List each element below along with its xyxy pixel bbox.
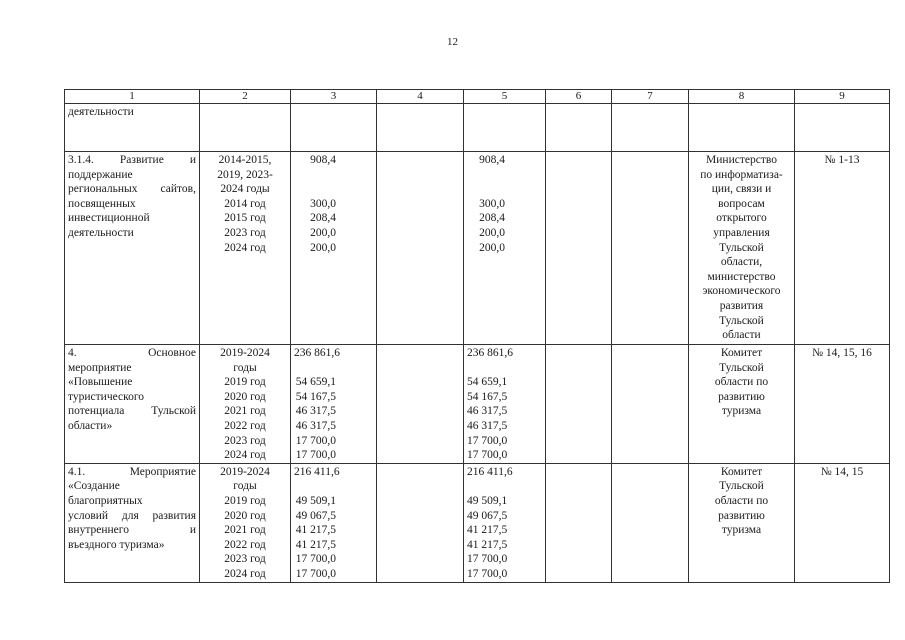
cell-line: 208,4 — [479, 212, 505, 225]
column-number: 9 — [795, 90, 890, 104]
cell-line: Тульской — [719, 480, 764, 493]
column-number: 8 — [689, 90, 795, 104]
column-number: 7 — [612, 90, 689, 104]
table-row — [65, 345, 890, 464]
cell-line: внутреннего и — [68, 524, 196, 537]
cell-line: посвященных — [68, 197, 136, 210]
cell-line: 54 167,5 — [295, 390, 336, 403]
cell-line: Министерство — [706, 154, 777, 166]
cell-line: 200,0 — [310, 241, 336, 254]
federal-budget-cell — [377, 104, 464, 152]
cell-line: Тульской — [719, 361, 764, 374]
responsible-executor-cell — [689, 152, 795, 345]
regional-budget-cell — [464, 345, 546, 464]
cell-line: 2019-2024 — [220, 465, 270, 478]
cell-line: вопросам — [718, 197, 765, 210]
cell-line: 2019-2024 — [220, 347, 270, 359]
cell-line: 2024 год — [224, 567, 266, 580]
cell-line: 41 217,5 — [467, 538, 508, 551]
period-cell — [200, 345, 291, 464]
cell-line: 46 317,5 — [467, 405, 508, 418]
cell-line: управления — [713, 226, 770, 239]
cell-line: годы — [233, 480, 257, 493]
cell-line: 2014-2015, — [218, 154, 272, 166]
cell-line: 49 067,5 — [467, 509, 508, 522]
cell-line: туризма — [721, 405, 762, 418]
cell-line: 908,4 — [479, 154, 505, 166]
cell-line: 2023 год — [224, 434, 266, 447]
cell-line: региональных сайтов, — [68, 183, 196, 196]
cell-line: 41 217,5 — [467, 524, 508, 537]
cell-line: 49 509,1 — [467, 494, 508, 507]
cell-line: 46 317,5 — [295, 405, 336, 418]
cell-line: туризма — [721, 524, 762, 537]
measure-name-cell — [65, 152, 200, 345]
column-number: 4 — [377, 90, 464, 104]
cell-line: 54 167,5 — [467, 390, 508, 403]
other-sources-cell — [612, 152, 689, 345]
cell-line: 46 317,5 — [467, 419, 508, 432]
cell-line: 41 217,5 — [295, 524, 336, 537]
cell-line: 2019 год — [224, 376, 266, 389]
cell-line: 2015 год — [224, 212, 266, 225]
cell-line: 17 700,0 — [467, 434, 508, 447]
cell-line: поддержание — [68, 168, 133, 181]
regional-budget-cell — [464, 463, 546, 582]
cell-line: развитию — [718, 509, 765, 522]
cell-line: 2019 год — [224, 494, 266, 507]
cell-line: инвестиционной — [68, 212, 150, 225]
cell-line: 208,4 — [310, 212, 336, 225]
measure-name-cell — [65, 345, 200, 464]
total-amount-cell — [291, 104, 377, 152]
cell-line: туристического — [68, 390, 145, 403]
regional-budget-cell — [464, 104, 546, 152]
cell-line: № 14, 15 — [820, 465, 864, 478]
column-number: 6 — [546, 90, 612, 104]
other-sources-cell — [612, 345, 689, 464]
total-amount-cell — [291, 152, 377, 345]
responsible-executor-cell — [689, 345, 795, 464]
local-budget-cell — [546, 345, 612, 464]
cell-line: 2014 год — [224, 197, 266, 210]
cell-line: 200,0 — [479, 241, 505, 254]
measure-name-cell — [65, 104, 200, 152]
local-budget-cell — [546, 104, 612, 152]
cell-line: 200,0 — [310, 226, 336, 239]
table-row — [65, 463, 890, 582]
column-number: 1 — [65, 90, 200, 104]
federal-budget-cell — [377, 152, 464, 345]
cell-line: 2021 год — [224, 405, 266, 418]
cell-line: экономического — [702, 285, 781, 298]
cell-line: 17 700,0 — [467, 449, 508, 462]
cell-line: 2019, 2023- — [217, 168, 273, 181]
cell-line: Комитет — [720, 465, 763, 478]
cell-line: 2024 год — [224, 241, 266, 254]
total-amount-cell — [291, 463, 377, 582]
table-row — [65, 152, 890, 345]
column-number: 5 — [464, 90, 546, 104]
cell-line: 49 509,1 — [295, 494, 336, 507]
cell-line: области, — [720, 256, 763, 269]
cell-line: потенциала Тульской — [68, 405, 196, 418]
cell-line: деятельности — [68, 226, 134, 239]
cell-line: № 14, 15, 16 — [812, 347, 872, 359]
cell-line: благоприятных — [68, 494, 143, 507]
indicator-ref-cell — [795, 152, 890, 345]
cell-line: 2020 год — [224, 509, 266, 522]
cell-line: условий для развития — [68, 509, 196, 522]
cell-line: 216 411,6 — [294, 465, 340, 478]
regional-budget-cell — [464, 152, 546, 345]
cell-line: области по — [714, 376, 769, 389]
measure-name-cell — [65, 463, 200, 582]
cell-line: 3.1.4. Развитие и — [68, 154, 196, 166]
cell-line: 54 659,1 — [295, 376, 336, 389]
cell-line: 2024 годы — [220, 183, 270, 196]
indicator-ref-cell — [795, 104, 890, 152]
cell-line: годы — [233, 361, 257, 374]
local-budget-cell — [546, 152, 612, 345]
indicator-ref-cell — [795, 463, 890, 582]
column-number: 3 — [291, 90, 377, 104]
cell-line: мероприятие — [68, 361, 132, 374]
cell-line: министерство — [707, 270, 776, 283]
cell-line: ции, связи и — [711, 183, 772, 196]
cell-line: 2020 год — [224, 390, 266, 403]
cell-line: 4.1. Мероприятие — [68, 465, 196, 478]
cell-line: 2022 год — [224, 419, 266, 432]
cell-line: «Повышение — [68, 376, 133, 389]
cell-line: 41 217,5 — [295, 538, 336, 551]
cell-line: 908,4 — [310, 154, 336, 166]
cell-line: Тульской — [719, 314, 764, 327]
cell-line: 4. Основное — [68, 347, 196, 359]
responsible-executor-cell — [689, 104, 795, 152]
period-cell — [200, 104, 291, 152]
total-amount-cell — [291, 345, 377, 464]
federal-budget-cell — [377, 345, 464, 464]
cell-line: области — [722, 329, 761, 342]
cell-line: 17 700,0 — [467, 553, 508, 566]
cell-line: 2024 год — [224, 449, 266, 462]
column-number: 2 — [200, 90, 291, 104]
cell-line: 46 317,5 — [295, 419, 336, 432]
cell-line: 54 659,1 — [467, 376, 508, 389]
cell-line: «Создание — [68, 480, 120, 493]
cell-line: 2021 год — [224, 524, 266, 537]
cell-line: въездного туризма» — [68, 538, 165, 551]
cell-line: области по — [714, 494, 769, 507]
cell-line: области» — [68, 419, 113, 432]
cell-line: 216 411,6 — [467, 465, 513, 478]
local-budget-cell — [546, 463, 612, 582]
cell-line: 17 700,0 — [295, 567, 336, 580]
other-sources-cell — [612, 104, 689, 152]
cell-line: 236 861,6 — [294, 347, 340, 359]
cell-line: деятельности — [68, 106, 134, 118]
cell-line: открытого — [716, 212, 767, 225]
period-cell — [200, 463, 291, 582]
cell-line: 300,0 — [310, 197, 336, 210]
federal-budget-cell — [377, 463, 464, 582]
column-number-row — [65, 90, 890, 104]
period-cell — [200, 152, 291, 345]
table-row — [65, 104, 890, 152]
cell-line: 2023 год — [224, 553, 266, 566]
budget-table — [64, 89, 890, 583]
cell-line: 200,0 — [479, 226, 505, 239]
indicator-ref-cell — [795, 345, 890, 464]
cell-line: развития — [719, 299, 764, 312]
cell-line: 49 067,5 — [295, 509, 336, 522]
other-sources-cell — [612, 463, 689, 582]
cell-line: Комитет — [720, 347, 763, 359]
cell-line: 17 700,0 — [467, 567, 508, 580]
cell-line: по информатиза- — [700, 168, 783, 181]
cell-line: 236 861,6 — [467, 347, 513, 359]
cell-line: 17 700,0 — [295, 553, 336, 566]
cell-line: 17 700,0 — [295, 449, 336, 462]
cell-line: № 1-13 — [824, 154, 860, 166]
cell-line: 17 700,0 — [295, 434, 336, 447]
cell-line: 300,0 — [479, 197, 505, 210]
page-number: 12 — [447, 36, 458, 48]
cell-line: развитию — [718, 390, 765, 403]
cell-line: 2022 год — [224, 538, 266, 551]
cell-line: Тульской — [719, 241, 764, 254]
responsible-executor-cell — [689, 463, 795, 582]
cell-line: 2023 год — [224, 226, 266, 239]
